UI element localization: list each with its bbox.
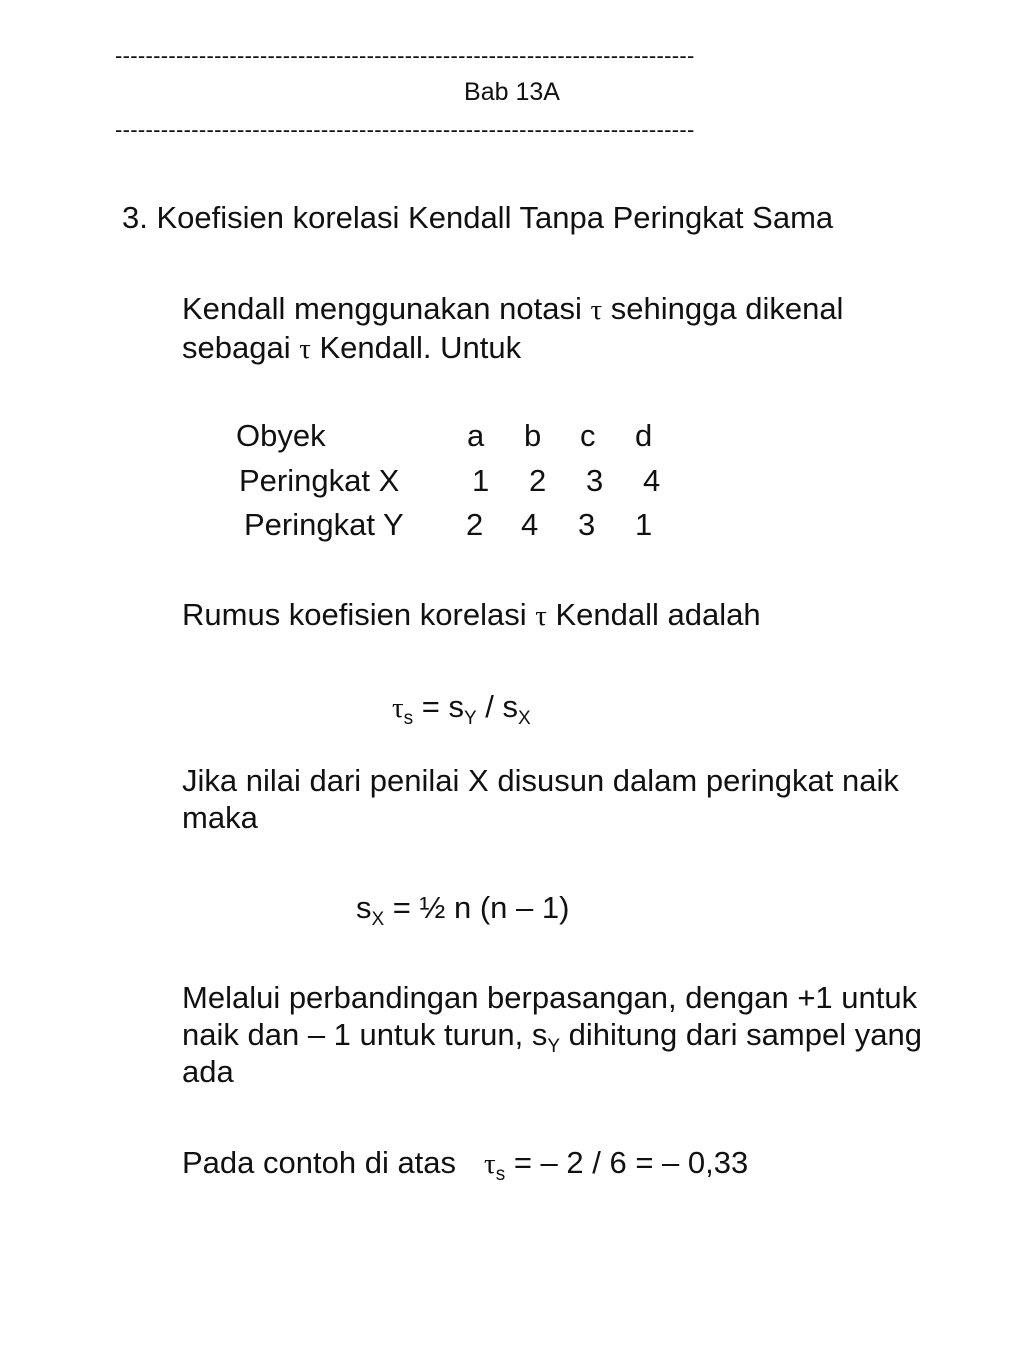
cell: a: [467, 418, 485, 453]
tau-formula: [392, 689, 531, 729]
cell: d: [635, 418, 653, 453]
sx-formula-rhs: = ½ n (n – 1): [384, 890, 570, 925]
formula-intro: [182, 596, 761, 635]
comparison-text-after: dihitung dari sampel yang ada: [182, 1017, 922, 1089]
cell: 3: [586, 463, 604, 498]
intro-text-after: Kendall. Untuk: [319, 330, 522, 365]
row-label: Obyek: [236, 418, 326, 453]
x-subscript: X: [371, 909, 385, 930]
cell: 2: [466, 507, 484, 542]
chapter-title: Bab 13A: [464, 78, 560, 106]
cell: 1: [472, 463, 490, 498]
condition-paragraph: Jika nilai dari penilai X disusun dalam peringkat naik maka: [182, 763, 899, 835]
cell: 3: [578, 507, 596, 542]
tau-symbol: τ: [299, 333, 311, 365]
comparison-text-before: Melalui perbandingan berpasangan, dengan +1 untuk naik dan – 1 untuk turun, s: [182, 980, 918, 1052]
cell: 2: [529, 463, 547, 498]
formula-slash-s: / s: [476, 689, 519, 724]
y-subscript: Y: [464, 708, 477, 729]
tau-symbol: τ: [392, 692, 404, 724]
intro-text-before: Kendall menggunakan notasi: [182, 291, 582, 326]
tau-symbol: τ: [590, 294, 603, 326]
cell: 4: [643, 463, 661, 498]
cell: c: [580, 418, 596, 453]
example-result: = – 2 / 6 = – 0,33: [505, 1145, 749, 1180]
top-rule: ----------------------------------------------------------------------------: [115, 44, 695, 68]
formula-intro-text-after: Kendall adalah: [555, 597, 761, 632]
x-subscript: X: [518, 708, 531, 729]
row-label: Peringkat Y: [244, 507, 404, 542]
example-line: [182, 1144, 748, 1183]
intro-paragraph: [182, 290, 942, 368]
sx-formula: [356, 890, 570, 930]
tau-subscript: s: [495, 1164, 506, 1185]
section-heading: 3. Koefisien korelasi Kendall Tanpa Peringkat Sama: [122, 200, 834, 235]
intro-text-mid: sehingga dikenal sebagai: [182, 291, 844, 365]
tau-symbol: τ: [484, 1148, 496, 1180]
y-subscript: Y: [547, 1036, 561, 1057]
formula-equals-s: = s: [413, 689, 464, 724]
tau-symbol: τ: [535, 600, 547, 632]
row-label: Peringkat X: [239, 463, 400, 498]
s-symbol: s: [356, 890, 372, 925]
comparison-paragraph: [182, 979, 942, 1090]
formula-intro-text-before: Rumus koefisien korelasi: [182, 597, 527, 632]
cell: b: [524, 418, 542, 453]
bottom-rule: ----------------------------------------------------------------------------: [115, 118, 695, 142]
cell: 1: [635, 507, 653, 542]
tau-subscript: s: [403, 708, 414, 729]
cell: 4: [521, 507, 539, 542]
example-text: Pada contoh di atas: [182, 1145, 457, 1180]
